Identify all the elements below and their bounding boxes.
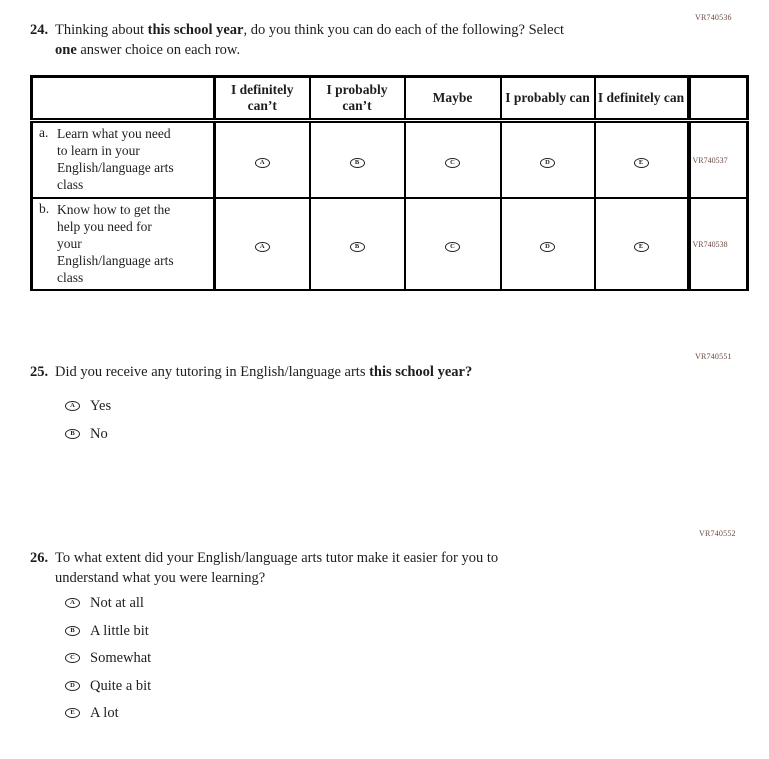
answer-bubble-b[interactable]: B: [65, 429, 80, 439]
row-b-cell-probably-can: [501, 198, 595, 290]
row-a-cell-probably-can: [501, 121, 595, 199]
form-code-q26: VR740552: [699, 529, 736, 538]
table-corner-cell: [32, 77, 215, 121]
question-26-number: 26.: [30, 550, 49, 566]
question-24-number: 24.: [30, 22, 49, 38]
form-code-row-a: VR740537: [689, 121, 748, 199]
row-a-label: [57, 125, 174, 193]
option-label: A lot: [90, 705, 119, 721]
answer-bubble-d[interactable]: D: [540, 242, 555, 252]
text-segment: Did you receive any tutoring in English/language arts: [55, 364, 370, 380]
row-b-label-line: class: [57, 270, 84, 285]
answer-bubble-a[interactable]: A: [65, 598, 80, 608]
table-row-b: [32, 198, 748, 290]
row-a-label-line: class: [57, 177, 84, 192]
form-code-row-b: VR740538: [689, 198, 748, 290]
question-25: [30, 362, 710, 382]
form-code-q24: VR740536: [695, 13, 732, 22]
option-not-at-all: [65, 594, 151, 612]
option-somewhat: [65, 649, 151, 667]
question-26-line-2: understand what you were learning?: [55, 570, 266, 586]
row-b-label-line: help you need for: [57, 219, 152, 234]
question-26-text: [55, 548, 498, 588]
row-b-label-cell: [32, 198, 215, 290]
option-a-lot: [65, 704, 151, 722]
header-i-definitely-cant: I definitely can’t: [215, 77, 310, 121]
answer-bubble-b[interactable]: B: [350, 158, 365, 168]
table-header-row: [32, 77, 748, 121]
option-yes: [65, 397, 111, 415]
question-24-line-2: [55, 40, 564, 60]
row-b-prefix: b.: [39, 201, 50, 216]
header-code-column: [689, 77, 748, 121]
answer-bubble-a[interactable]: A: [255, 158, 270, 168]
question-26-line-1: To what extent did your English/language arts tutor make it easier for you to: [55, 550, 499, 566]
answer-bubble-e[interactable]: E: [634, 158, 649, 168]
question-25-number: 25.: [30, 364, 49, 380]
answer-bubble-c[interactable]: C: [65, 653, 80, 663]
option-label: Not at all: [90, 595, 144, 611]
header-i-probably-cant: I probably can’t: [310, 77, 405, 121]
text-segment-bold: this school year?: [369, 364, 473, 380]
question-25-options: [65, 397, 111, 452]
row-a-label-cell: [32, 121, 215, 199]
option-quite-a-bit: [65, 677, 151, 695]
form-code-q25: VR740551: [695, 352, 732, 361]
answer-bubble-c[interactable]: C: [445, 158, 460, 168]
table-row-a: [32, 121, 748, 199]
text-segment: answer choice on each row.: [76, 42, 241, 58]
question-24-text: [55, 20, 564, 60]
row-a-cell-maybe: [405, 121, 501, 199]
answer-bubble-d[interactable]: D: [65, 681, 80, 691]
header-maybe: Maybe: [405, 77, 501, 121]
question-26: [30, 548, 710, 588]
row-a-label-line: English/language arts: [57, 160, 174, 175]
option-label: No: [90, 425, 108, 442]
option-no: [65, 425, 111, 443]
option-label: Somewhat: [90, 650, 152, 666]
row-b-label-line: Know how to get the: [57, 202, 171, 217]
option-label: A little bit: [90, 622, 149, 639]
question-24: [30, 20, 670, 60]
question-24-line-1: [55, 20, 564, 40]
text-segment-bold: one: [55, 42, 77, 58]
row-a-prefix: a.: [39, 125, 49, 140]
answer-bubble-d[interactable]: D: [540, 158, 555, 168]
option-label: Yes: [90, 398, 112, 414]
row-a-label-line: Learn what you need: [57, 126, 171, 141]
text-segment-bold: this school year: [147, 22, 244, 38]
row-b-label-line: your: [57, 236, 82, 251]
option-a-little-bit: [65, 622, 151, 640]
answer-bubble-c[interactable]: C: [445, 242, 460, 252]
row-b-cell-definitely-cant: [215, 198, 310, 290]
row-b-label: [57, 201, 174, 286]
row-b-cell-definitely-can: [595, 198, 689, 290]
answer-bubble-a[interactable]: A: [65, 401, 80, 411]
answer-bubble-b[interactable]: B: [65, 626, 80, 636]
answer-bubble-e[interactable]: E: [634, 242, 649, 252]
row-a-label-line: to learn in your: [57, 143, 140, 158]
option-label: Quite a bit: [90, 677, 152, 694]
row-a-cell-definitely-cant: [215, 121, 310, 199]
q24-answer-table: [30, 75, 749, 291]
row-b-cell-probably-cant: [310, 198, 405, 290]
text-segment: , do you think you can do each of the following? Select: [243, 22, 565, 38]
row-a-cell-probably-cant: [310, 121, 405, 199]
question-25-text: [55, 362, 472, 382]
row-a-cell-definitely-can: [595, 121, 689, 199]
row-b-label-line: English/language arts: [57, 253, 174, 268]
header-i-probably-can: I probably can: [501, 77, 595, 121]
header-i-definitely-can: I definitely can: [595, 77, 689, 121]
row-b-cell-maybe: [405, 198, 501, 290]
answer-bubble-a[interactable]: A: [255, 242, 270, 252]
answer-bubble-e[interactable]: E: [65, 708, 80, 718]
text-segment: Thinking about: [55, 22, 148, 38]
answer-bubble-b[interactable]: B: [350, 242, 365, 252]
question-26-options: [65, 594, 151, 732]
